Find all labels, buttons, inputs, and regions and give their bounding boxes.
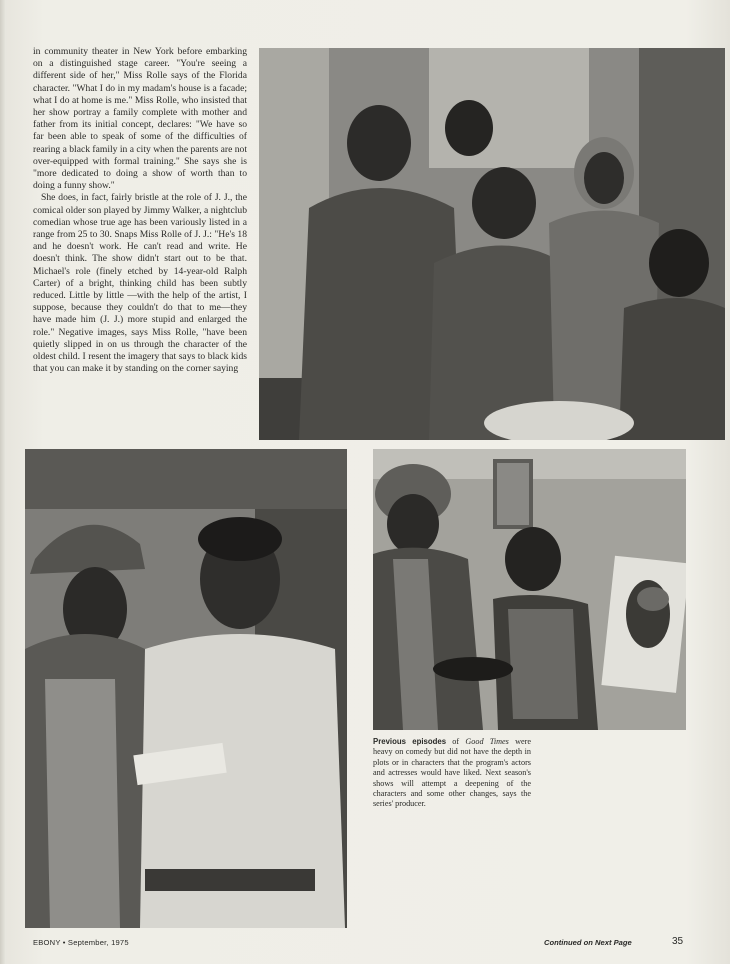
page-binding-edge <box>0 0 6 964</box>
article-text-column <box>33 46 247 375</box>
caption-lead: Previous episodes <box>373 737 447 746</box>
page-number: 35 <box>672 936 684 947</box>
footer-continued-note: Continued on Next Page <box>544 938 632 947</box>
caption-body: were heavy on comedy but did not have the depth in plots or in characters that the program's actors and actresses would have liked. Next season's shows will attempt a deepening of the characters and some other changes, says the series' producer. <box>373 737 531 809</box>
article-paragraph: in community theater in New York before embarking on a distinguished stage career. "You're seeing a different side of her," Miss Rolle says of the Florida character. "What I do in my madam's house is a facade; what I do at home is me." Miss Rolle, who insisted that her show portray a family complete with mother and father from its initial concept, declares: "We have so far been able to speak of some of the difficulties of rearing a black family in a city when the parents are not over-equipped with formal training." She says she is "more dedicated to doing a show of worth than to doing a funny show." <box>33 46 247 192</box>
mother-and-son-photo <box>373 449 686 730</box>
footer-magazine-date: EBONY • September, 1975 <box>33 938 129 947</box>
caption-connector: of <box>446 737 466 746</box>
family-group-photo <box>259 48 725 440</box>
two-men-photo <box>25 449 347 928</box>
article-paragraph: She does, in fact, fairly bristle at the role of J. J., the comical older son played by Jimmy Walker, a nightclub comedian whose true age has been variously listed in a range from 25 to 30. Snaps Miss Rolle of J. J.: "He's 18 and he doesn't work. He can't read and write. He doesn't think. The show didn't start out to be that. Michael's role (finely etched by 14-year-old Ralph Carter) of a bright, thinking child has been subtly reduced. Little by little —with the help of the artist, I suppose, because they couldn't do that to me—they have made him (J. J.) more stupid and enlarged the role." Negative images, says Miss Rolle, "have been quietly slipped in on us through the character of the oldest child. I resent the imagery that says to black kids that you can make it by standing on the corner saying <box>33 192 247 375</box>
photo-caption <box>373 737 531 810</box>
caption-show-title: Good Times <box>465 737 509 746</box>
